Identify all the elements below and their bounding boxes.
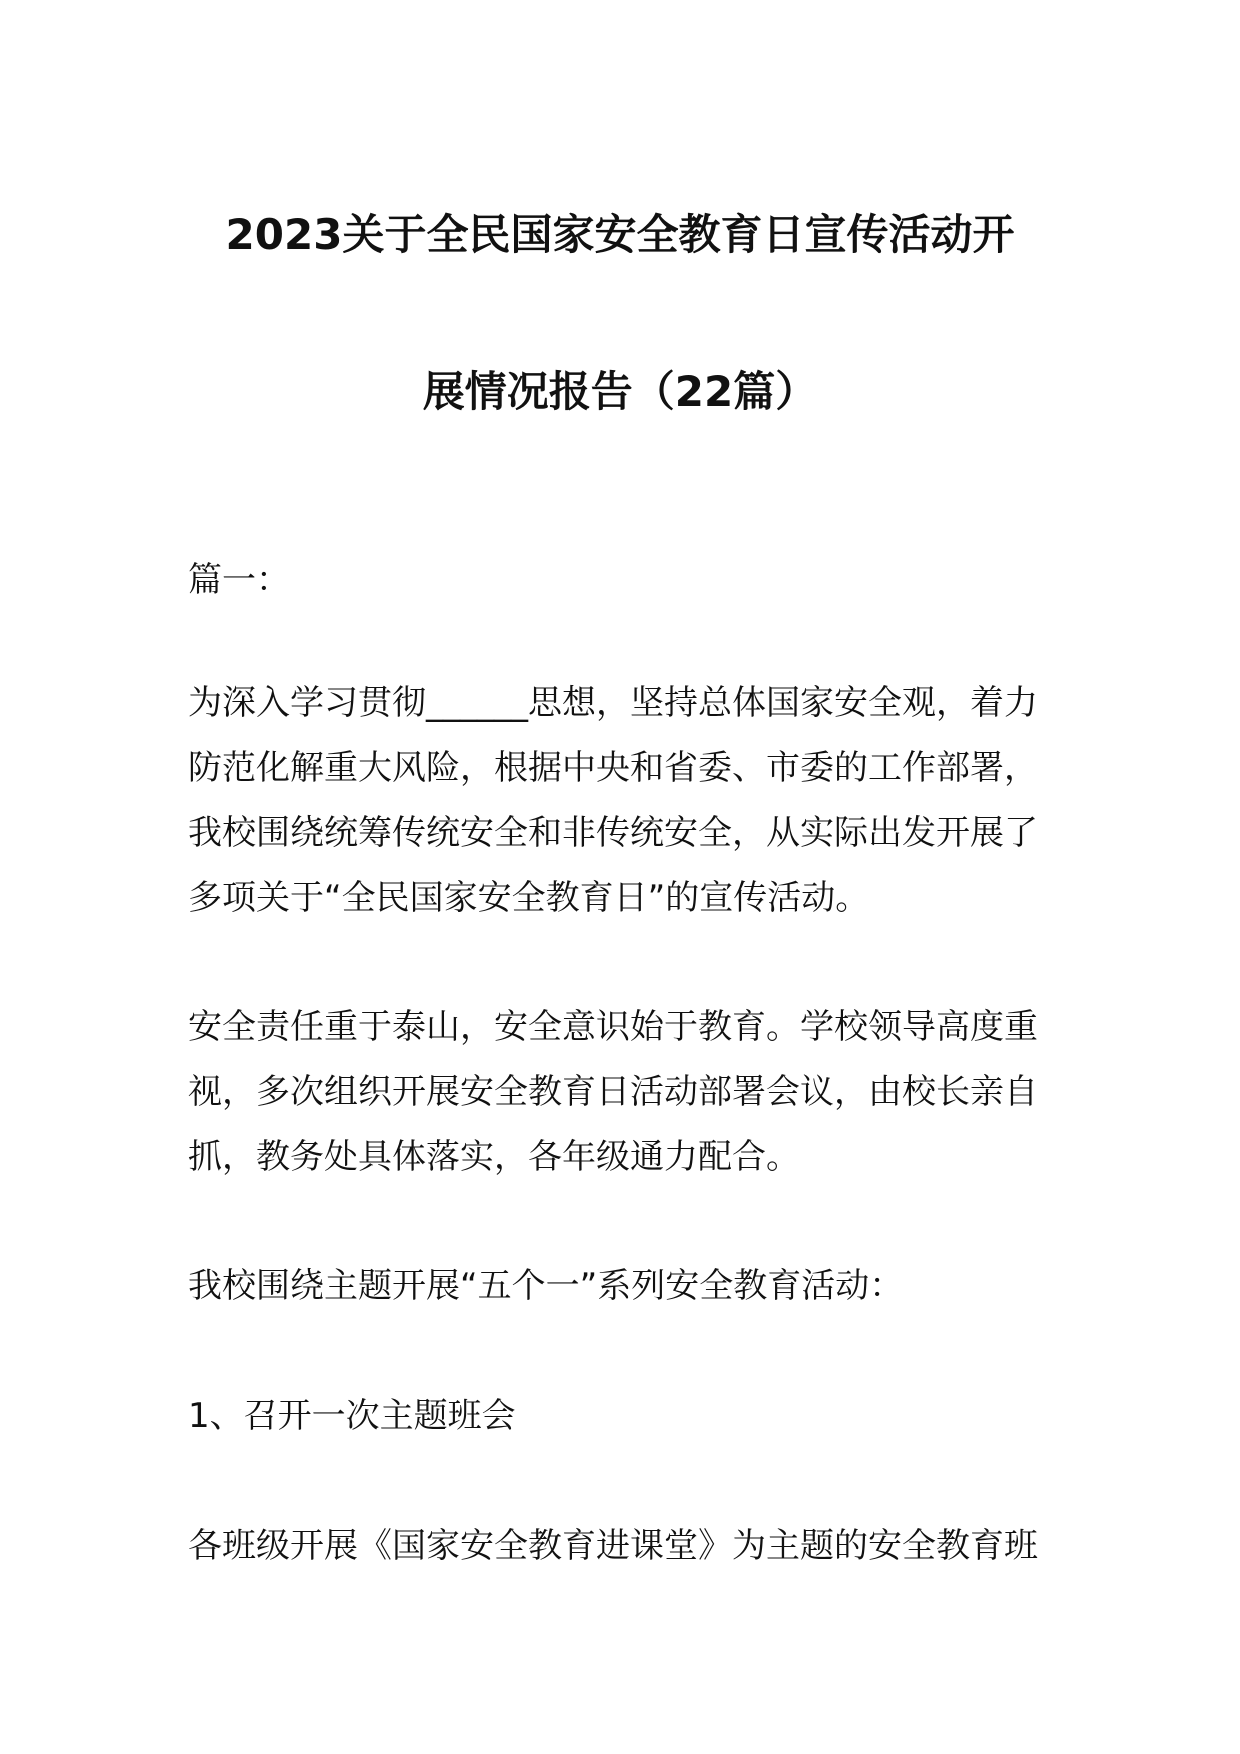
list-item-heading — [188, 1384, 1068, 1449]
paragraph-item-detail — [188, 1514, 1068, 1579]
text-line: 抓，教务处具体落实，各年级通力配合。 — [188, 1137, 800, 1177]
text-line: 多项关于“全民国家安全教育日”的宣传活动。 — [188, 878, 870, 918]
paragraph-intro — [188, 671, 1068, 931]
text-line: 篇一： — [188, 560, 290, 600]
section-label — [188, 548, 1068, 613]
text-line: 1、召开一次主题班会 — [188, 1396, 516, 1436]
text-line: 各班级开展《国家安全教育进课堂》为主题的安全教育班 — [188, 1526, 1038, 1566]
text-line: 为深入学习贯彻______思想，坚持总体国家安全观，着力 — [188, 683, 1038, 723]
paragraph-responsibility — [188, 995, 1068, 1190]
text-line: 安全责任重于泰山，安全意识始于教育。学校领导高度重 — [188, 1007, 1038, 1047]
document-title-line-1: 2023关于全民国家安全教育日宣传活动开 — [225, 210, 1015, 259]
text-line: 视，多次组织开展安全教育日活动部署会议，由校长亲自 — [188, 1072, 1038, 1112]
paragraph-series — [188, 1254, 1068, 1319]
document-title-line-2: 展情况报告（22篇） — [422, 367, 818, 416]
text-line: 我校围绕主题开展“五个一”系列安全教育活动： — [188, 1266, 904, 1306]
text-line: 防范化解重大风险，根据中央和省委、市委的工作部署， — [188, 748, 1038, 788]
text-line: 我校围绕统筹传统安全和非传统安全，从实际出发开展了 — [188, 813, 1038, 853]
